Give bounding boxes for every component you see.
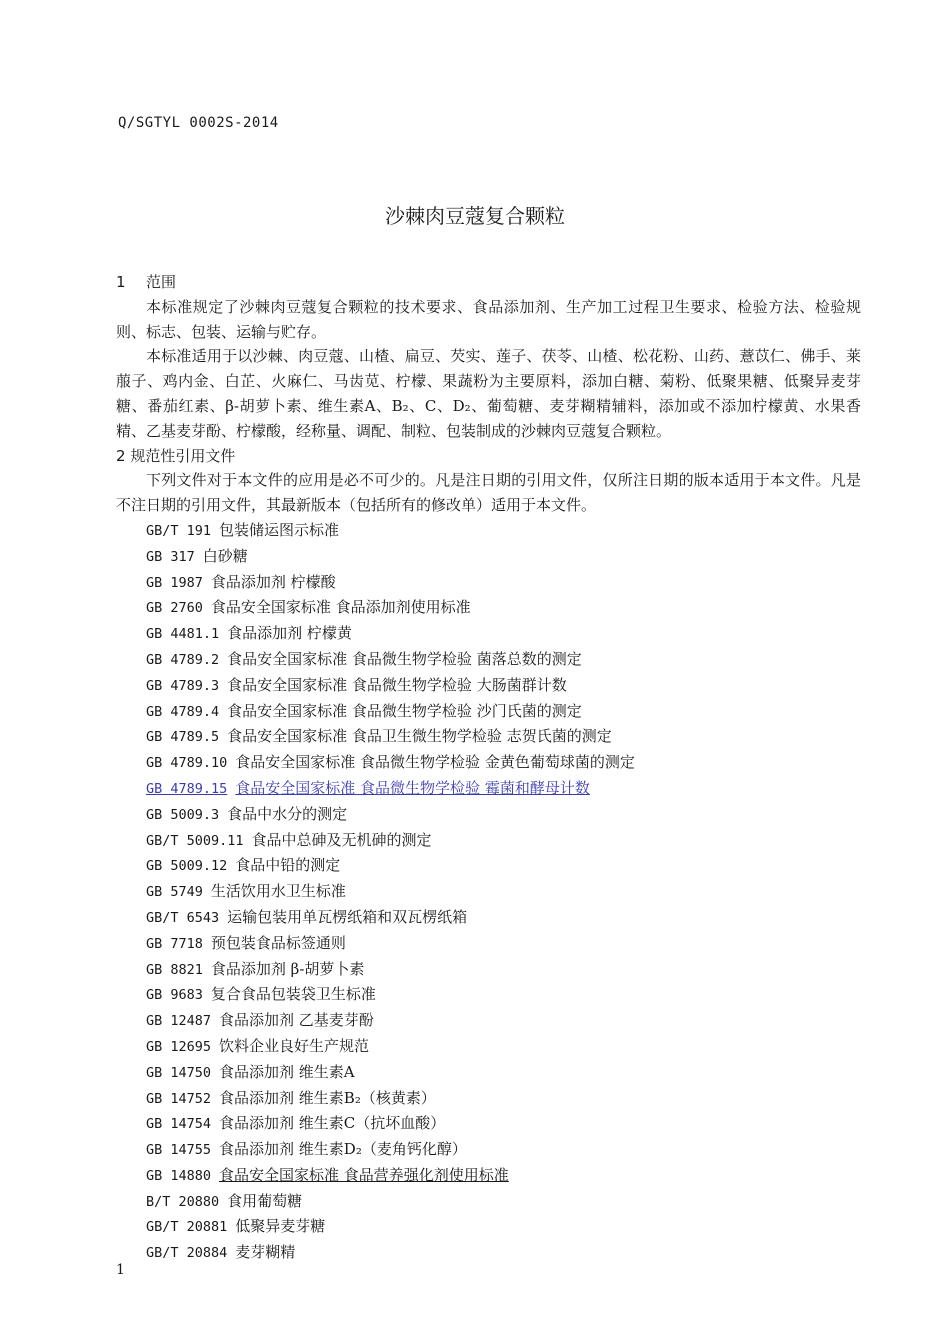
reference-code: GB/T 6543 bbox=[146, 909, 220, 926]
reference-code: GB 8821 bbox=[146, 961, 203, 978]
reference-code: GB/T 20884 bbox=[146, 1245, 228, 1262]
section-title: 范围 bbox=[146, 273, 177, 291]
reference-title: 食用葡萄糖 bbox=[227, 1191, 303, 1210]
reference-title: 食品添加剂 乙基麦芽酚 bbox=[219, 1011, 374, 1030]
document-body bbox=[116, 270, 861, 1266]
reference-code[interactable]: GB 4789.15 bbox=[146, 780, 228, 797]
section-2-heading bbox=[116, 444, 861, 469]
reference-item bbox=[116, 905, 861, 931]
reference-item bbox=[116, 982, 861, 1008]
reference-item-link[interactable] bbox=[116, 776, 861, 802]
reference-item bbox=[116, 673, 861, 699]
reference-title: 食品添加剂 β-胡萝卜素 bbox=[210, 959, 365, 978]
reference-title: 生活饮用水卫生标准 bbox=[210, 882, 346, 901]
reference-title: 食品安全国家标准 食品微生物学检验 大肠菌群计数 bbox=[227, 675, 567, 694]
reference-title: 食品添加剂 维生素B₂（核黄素） bbox=[219, 1088, 436, 1107]
reference-code: GB/T 20881 bbox=[146, 1219, 228, 1236]
reference-item bbox=[116, 853, 861, 879]
reference-title: 白砂糖 bbox=[202, 546, 248, 565]
reference-item bbox=[116, 750, 861, 776]
reference-code: GB 2760 bbox=[146, 600, 203, 617]
reference-code: GB 4789.4 bbox=[146, 703, 220, 720]
reference-code: GB 14880 bbox=[146, 1167, 212, 1184]
reference-code: GB 7718 bbox=[146, 935, 203, 952]
reference-code: GB 317 bbox=[146, 548, 195, 565]
reference-item bbox=[116, 828, 861, 854]
reference-title: 食品安全国家标准 食品添加剂使用标准 bbox=[210, 598, 471, 617]
reference-item bbox=[116, 1214, 861, 1240]
section-title: 规范性引用文件 bbox=[130, 446, 236, 465]
reference-title: 食品安全国家标准 食品卫生微生物学检验 志贺氏菌的测定 bbox=[227, 727, 612, 746]
reference-code: GB 1987 bbox=[146, 574, 203, 591]
section-1-heading bbox=[116, 270, 861, 295]
reference-code: GB 5009.3 bbox=[146, 806, 220, 823]
reference-title: 食品安全国家标准 食品营养强化剂使用标准 bbox=[219, 1165, 509, 1184]
reference-title: 麦芽糊精 bbox=[235, 1243, 296, 1262]
reference-code: GB 12695 bbox=[146, 1038, 212, 1055]
reference-item bbox=[116, 647, 861, 673]
reference-code: GB 4481.1 bbox=[146, 626, 220, 643]
reference-code: GB 14754 bbox=[146, 1116, 212, 1133]
reference-code: GB 5009.12 bbox=[146, 858, 228, 875]
reference-title: 食品添加剂 维生素C（抗坏血酸） bbox=[219, 1114, 446, 1133]
reference-title: 食品安全国家标准 食品微生物学检验 沙门氏菌的测定 bbox=[227, 701, 582, 720]
reference-code: GB/T 5009.11 bbox=[146, 832, 244, 849]
paragraph: 本标准规定了沙棘肉豆蔻复合颗粒的技术要求、食品添加剂、生产加工过程卫生要求、检验方法、检验规则、标志、包装、运输与贮存。 bbox=[116, 297, 861, 341]
paragraph: 下列文件对于本文件的应用是必不可少的。凡是注日期的引用文件，仅所注日期的版本适用于本文件。凡是不注日期的引用文件，其最新版本（包括所有的修改单）适用于本文件。 bbox=[116, 471, 861, 515]
reference-item bbox=[116, 699, 861, 725]
reference-title: 食品添加剂 维生素A bbox=[219, 1062, 355, 1081]
section-number: 1 bbox=[116, 273, 126, 291]
reference-item bbox=[116, 957, 861, 983]
reference-item bbox=[116, 621, 861, 647]
reference-title: 复合食品包装袋卫生标准 bbox=[210, 985, 376, 1004]
page-number: 1 bbox=[116, 1262, 125, 1278]
reference-code: GB 14750 bbox=[146, 1064, 212, 1081]
reference-title: 食品添加剂 维生素D₂（麦角钙化醇） bbox=[219, 1140, 467, 1159]
reference-title: 低聚异麦芽糖 bbox=[235, 1217, 326, 1236]
reference-title: 食品安全国家标准 食品微生物学检验 金黄色葡萄球菌的测定 bbox=[235, 753, 635, 772]
reference-item bbox=[116, 724, 861, 750]
reference-item bbox=[116, 1111, 861, 1137]
reference-code: B/T 20880 bbox=[146, 1193, 220, 1210]
reference-code: GB/T 191 bbox=[146, 522, 212, 539]
reference-list bbox=[116, 518, 861, 1266]
paragraph: 本标准适用于以沙棘、肉豆蔻、山楂、扁豆、芡实、莲子、茯苓、山楂、松花粉、山药、薏苡仁、佛手、莱菔子、鸡内金、白芷、火麻仁、马齿苋、柠檬、果蔬粉为主要原料，添加白糖、菊粉、低聚果糖、低聚异麦芽糖、番茄红素、β-胡萝卜素、维生素A、B₂、C、D₂、葡萄糖、麦芽糊精辅料，添加或不添加柠檬黄、水果香精、乙基麦芽酚、柠檬酸，经称量、调配、制粒、包装制成的沙棘肉豆蔻复合颗粒。 bbox=[116, 347, 861, 440]
reference-title: 食品中水分的测定 bbox=[227, 804, 348, 823]
reference-item bbox=[116, 595, 861, 621]
reference-item bbox=[116, 1137, 861, 1163]
reference-code: GB 9683 bbox=[146, 987, 203, 1004]
reference-item bbox=[116, 544, 861, 570]
reference-code: GB 4789.5 bbox=[146, 729, 220, 746]
document-title: 沙棘肉豆蔻复合颗粒 bbox=[385, 204, 565, 228]
reference-item bbox=[116, 1163, 861, 1189]
reference-item bbox=[116, 1240, 861, 1266]
reference-title: 食品安全国家标准 食品微生物学检验 菌落总数的测定 bbox=[227, 649, 582, 668]
reference-item bbox=[116, 879, 861, 905]
reference-item bbox=[116, 1086, 861, 1112]
section-number: 2 bbox=[116, 446, 126, 465]
reference-code: GB 12487 bbox=[146, 1013, 212, 1030]
standard-code: Q/SGTYL 0002S-2014 bbox=[118, 115, 279, 131]
reference-code: GB 4789.10 bbox=[146, 755, 228, 772]
reference-item bbox=[116, 1060, 861, 1086]
reference-item bbox=[116, 570, 861, 596]
reference-item bbox=[116, 1189, 861, 1215]
reference-title: 食品添加剂 柠檬酸 bbox=[210, 572, 336, 591]
reference-title: 食品添加剂 柠檬黄 bbox=[227, 624, 352, 643]
reference-item bbox=[116, 1008, 861, 1034]
reference-title: 饮料企业良好生产规范 bbox=[219, 1036, 370, 1055]
reference-item bbox=[116, 802, 861, 828]
reference-title: 预包装食品标签通则 bbox=[210, 933, 346, 952]
reference-item bbox=[116, 518, 861, 544]
reference-title: 食品中铅的测定 bbox=[235, 856, 341, 875]
reference-title: 包装储运图示标准 bbox=[219, 520, 340, 539]
reference-item bbox=[116, 1034, 861, 1060]
reference-code: GB 14752 bbox=[146, 1090, 212, 1107]
reference-title: 运输包装用单瓦楞纸箱和双瓦楞纸箱 bbox=[227, 907, 468, 926]
reference-item bbox=[116, 931, 861, 957]
reference-title: 食品中总砷及无机砷的测定 bbox=[251, 830, 432, 849]
reference-title[interactable]: 食品安全国家标准 食品微生物学检验 霉菌和酵母计数 bbox=[235, 778, 590, 797]
reference-code: GB 14755 bbox=[146, 1142, 212, 1159]
reference-code: GB 4789.2 bbox=[146, 651, 220, 668]
reference-code: GB 5749 bbox=[146, 884, 203, 901]
reference-code: GB 4789.3 bbox=[146, 677, 220, 694]
